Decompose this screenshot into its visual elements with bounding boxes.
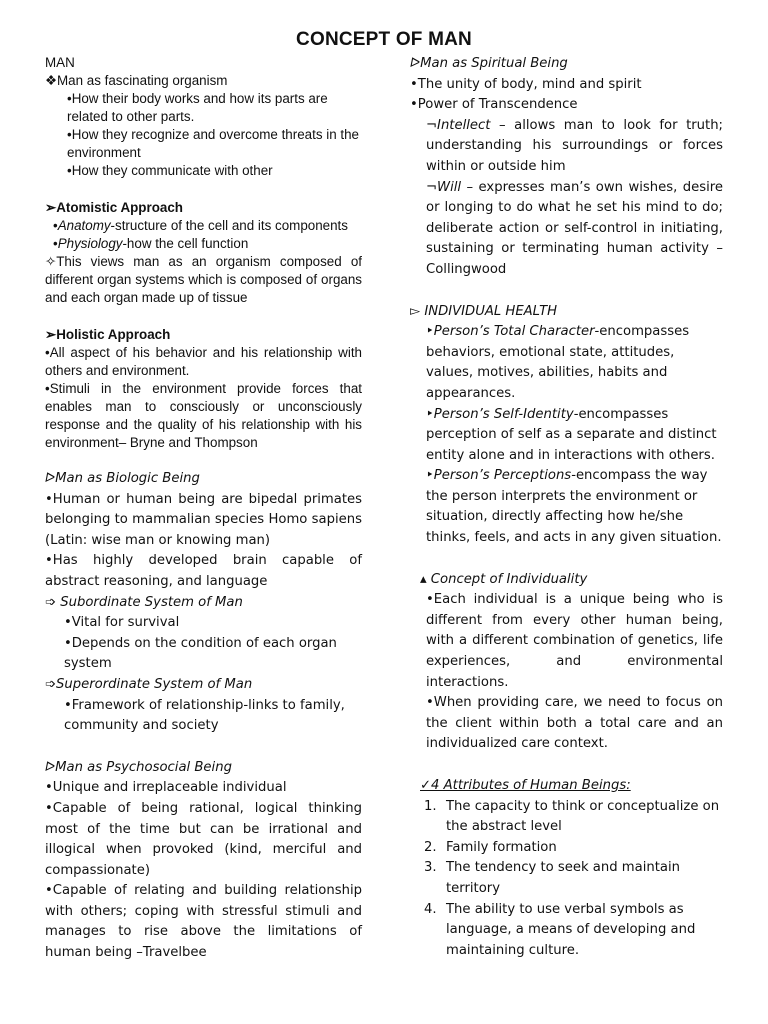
anatomy-desc: -structure of the cell and its components bbox=[110, 218, 348, 233]
man-label: MAN bbox=[45, 55, 75, 70]
attribute-item bbox=[424, 797, 723, 838]
spiritual-item: •Power of Transcendence bbox=[410, 97, 578, 113]
page-title: CONCEPT OF MAN bbox=[296, 29, 472, 50]
fascinating-item: •How they communicate with other bbox=[67, 163, 273, 178]
holistic-item: •All aspect of his behavior and his relationship with others and environment. bbox=[45, 345, 362, 378]
attribute-number: 3. bbox=[424, 860, 437, 876]
attributes-heading: ✓4 Attributes of Human Beings: bbox=[420, 778, 631, 793]
will-item bbox=[410, 178, 723, 281]
fascinating-item: •How they recognize and overcome threats in the environment bbox=[67, 127, 359, 160]
biologic-heading: ᐅMan as Biologic Being bbox=[45, 471, 200, 486]
health-desc: -encompasses perception of self as a separate and distinct entity alone and in interactions with others. bbox=[426, 406, 717, 463]
superordinate-item: •Framework of relationship-links to family, community and society bbox=[64, 697, 345, 734]
health-desc: -encompass the way the person interprets the environment or situation, directly affecting how he/she thinks, feels, and acts in any given situation. bbox=[426, 468, 722, 546]
health-item bbox=[410, 405, 723, 467]
biologic-item: •Has highly developed brain capable of abstract reasoning, and language bbox=[45, 553, 362, 589]
psychosocial-item: •Capable of relating and building relationship with others; coping with stressful stimuli and manages to rise above the limitations of human being –Travelbee bbox=[45, 883, 362, 961]
subordinate-heading: ➩ Subordinate System of Man bbox=[45, 594, 243, 610]
attribute-item bbox=[424, 838, 723, 859]
anatomy-term: Anatomy bbox=[57, 218, 111, 233]
holistic-item: •Stimuli in the environment provide forces that enables man to consciously or unconsciously response and the quality of his relationship with his environment– Bryne and Thompson bbox=[45, 381, 362, 450]
fascinating-item: •How their body works and how its parts are related to other parts. bbox=[67, 91, 328, 124]
health-desc: -encompasses behaviors, emotional state, attitudes, values, motives, abilities, habits and appearances. bbox=[426, 324, 690, 401]
individuality-item: •Each individual is a unique being who is different from every other human being, with a different combination of genetics, life experiences, and environmental interactions. bbox=[426, 592, 723, 690]
subordinate-item: •Vital for survival bbox=[64, 615, 180, 631]
physiology-term: Physiology bbox=[57, 236, 123, 251]
will-term: ¬Will bbox=[426, 179, 462, 195]
individuality-item: •When providing care, we need to focus on the client within both a total care and an individualized care context. bbox=[426, 695, 723, 752]
intellect-item bbox=[410, 116, 723, 178]
individual-health-heading: ▻ INDIVIDUAL HEALTH bbox=[410, 303, 558, 319]
health-term: ‣Person’s Self-Identity bbox=[426, 406, 574, 422]
intellect-term: ¬Intellect bbox=[426, 117, 491, 133]
subordinate-item: •Depends on the condition of each organ system bbox=[64, 635, 337, 672]
health-term: ‣Person’s Total Character bbox=[426, 324, 595, 340]
attribute-text: The ability to use verbal symbols as language, a means of developing and maintaining culture. bbox=[446, 901, 696, 958]
right-column bbox=[410, 54, 723, 961]
biologic-item: •Human or human being are bipedal primates belonging to mammalian species Homo sapiens (Latin: wise man or knowing man) bbox=[45, 491, 362, 548]
individuality-heading: ▴ Concept of Individuality bbox=[420, 571, 588, 587]
fascinating-heading: ❖Man as fascinating organism bbox=[45, 73, 228, 88]
psychosocial-item: •Capable of being rational, logical thinking most of the time but can be irrational and illogical when provoked (kind, merciful and compassionate) bbox=[45, 800, 362, 878]
anatomy-item: •Anatomy-structure of the cell and its components bbox=[53, 218, 348, 233]
attribute-text: The capacity to think or conceptualize on the abstract level bbox=[446, 798, 720, 835]
physiology-desc: -how the cell function bbox=[122, 236, 249, 251]
atomistic-heading: ➢Atomistic Approach bbox=[45, 200, 183, 215]
psychosocial-heading: ᐅMan as Psychosocial Being bbox=[45, 759, 232, 775]
physiology-item: •Physiology-how the cell function bbox=[53, 236, 249, 251]
attribute-item bbox=[424, 900, 723, 962]
health-item bbox=[410, 322, 723, 404]
will-desc: – expresses man’s own wishes, desire or longing to do what he set his mind to do; deliberate action or self-control in initiating, sustaining or terminating human activity – Collingwood bbox=[426, 179, 723, 277]
psychosocial-item: •Unique and irreplaceable individual bbox=[45, 780, 287, 796]
attributes-list bbox=[410, 797, 723, 962]
health-term: ‣Person’s Perceptions bbox=[426, 468, 572, 484]
left-column bbox=[45, 54, 362, 964]
spiritual-item: •The unity of body, mind and spirit bbox=[410, 76, 642, 92]
superordinate-heading: ➩Superordinate System of Man bbox=[45, 676, 253, 692]
attribute-number: 4. bbox=[424, 901, 437, 917]
health-item bbox=[410, 466, 723, 548]
intellect-desc: – allows man to look for truth; understanding his surroundings or forces within or outside him bbox=[426, 117, 723, 174]
attribute-text: Family formation bbox=[446, 839, 557, 855]
attribute-item bbox=[424, 858, 723, 899]
atomistic-note: ✧This views man as an organism composed of different organ systems which is composed of organs and each organ made up of tissue bbox=[45, 254, 362, 305]
attribute-number: 1. bbox=[424, 798, 437, 814]
attribute-number: 2. bbox=[424, 839, 437, 855]
holistic-heading: ➢Holistic Approach bbox=[45, 327, 171, 342]
attribute-text: The tendency to seek and maintain territory bbox=[446, 860, 681, 896]
spiritual-heading: ᐅMan as Spiritual Being bbox=[410, 56, 568, 71]
